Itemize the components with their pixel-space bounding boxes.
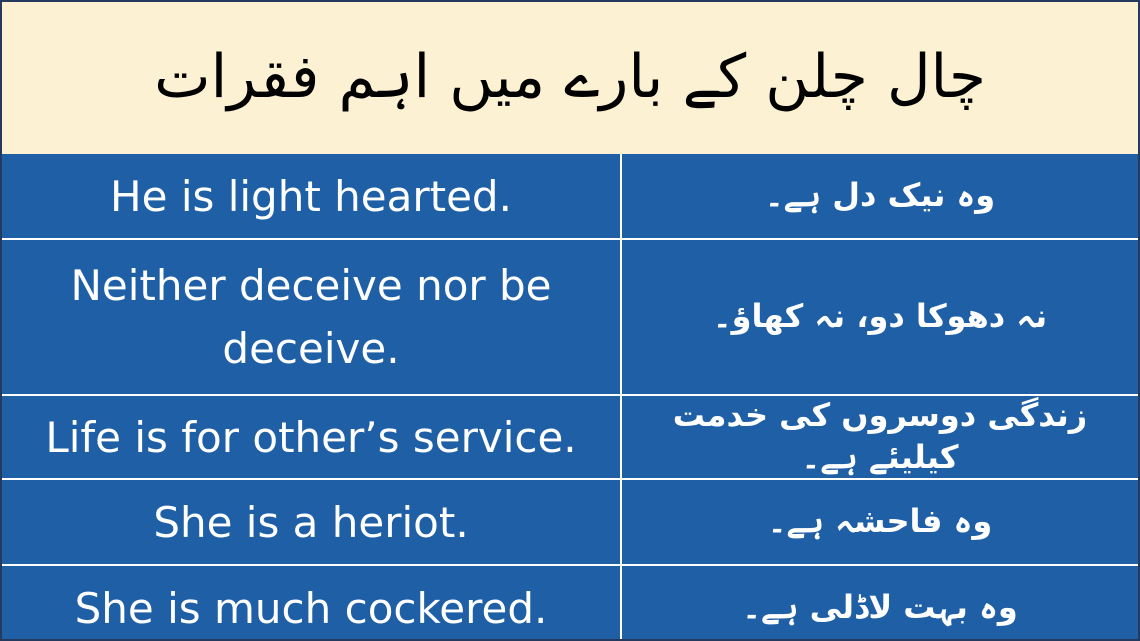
table-row-3-urdu-cell	[622, 396, 1138, 478]
english-phrase: Neither deceive nor be deceive.	[70, 261, 552, 373]
english-phrase: She is a heriot.	[153, 497, 469, 547]
urdu-translation: زندگی دوسروں کی خدمت کیلیئے ہے۔	[672, 396, 1088, 476]
table-row-4-english-cell	[2, 480, 620, 564]
table-row-1-english-cell	[2, 154, 620, 238]
urdu-translation: وہ فاحشہ ہے۔	[767, 502, 993, 541]
title-band	[2, 2, 1138, 152]
english-phrase: Life is for other’s service.	[45, 412, 577, 462]
page-title: چال چلن کے بارے میں اہم فقرات	[154, 42, 986, 112]
urdu-translation: وہ نیک دل ہے۔	[764, 176, 996, 215]
table-row-5-english-cell	[2, 566, 620, 641]
phrase-table	[2, 154, 1138, 639]
table-row-2-urdu-cell	[622, 240, 1138, 394]
urdu-translation: نہ دھوکا دو، نہ کھاؤ۔	[712, 297, 1048, 336]
table-row-2-english-cell	[2, 240, 620, 394]
english-phrase: He is light hearted.	[110, 171, 512, 221]
table-row-1-urdu-cell	[622, 154, 1138, 238]
english-phrase: She is much cockered.	[74, 583, 548, 633]
urdu-translation: وہ بہت لاڈلی ہے۔	[742, 588, 1018, 627]
table-row-5-urdu-cell	[622, 566, 1138, 641]
table-row-4-urdu-cell	[622, 480, 1138, 564]
table-row-3-english-cell	[2, 396, 620, 478]
